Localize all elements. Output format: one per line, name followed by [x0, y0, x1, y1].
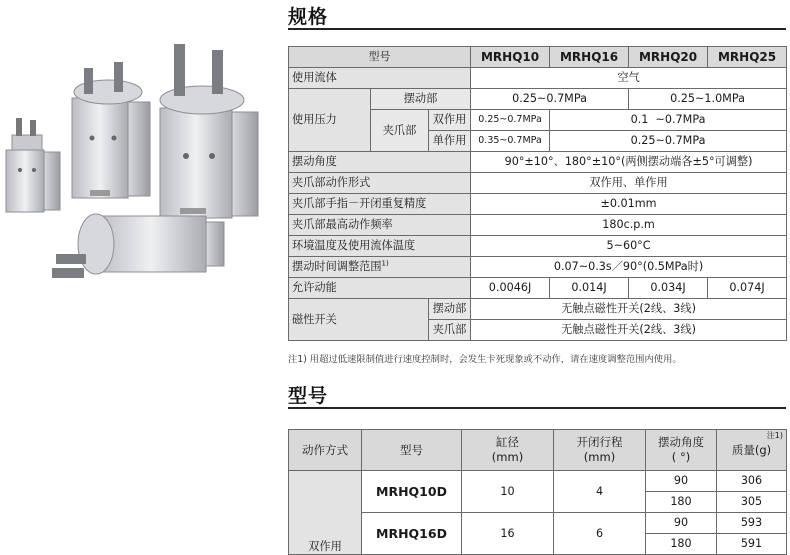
angle-mrhq10d-2: 180 [646, 492, 717, 513]
header-mass: 质量(g) [731, 442, 772, 457]
model-mrhq25: MRHQ25 [708, 47, 787, 68]
switch-swing-label: 摆动部 [429, 299, 471, 320]
spec-section-rule [288, 28, 786, 30]
action-value: 双作用、单作用 [471, 173, 787, 194]
fluid-label: 使用流体 [289, 68, 471, 89]
header-action: 动作方式 [289, 430, 362, 471]
mrhq16-unit [72, 62, 150, 198]
header-angle: 摆动角度 [658, 435, 704, 449]
pressure-swing-row [289, 89, 787, 110]
angle-label: 摆动角度 [289, 152, 471, 173]
model-header-row [289, 430, 787, 471]
energy-mrhq10: 0.0046J [471, 278, 550, 299]
model-section-rule [288, 407, 786, 409]
model-mrhq10: MRHQ10 [471, 47, 550, 68]
temp-label: 环境温度及使用流体温度 [289, 236, 471, 257]
fluid-row [289, 68, 787, 89]
pressure-swing-small: 0.25~0.7MPa [471, 89, 629, 110]
action-label: 夹爪部动作形式 [289, 173, 471, 194]
model-mrhq20: MRHQ20 [629, 47, 708, 68]
repeat-label: 夹爪部手指－开闭重复精度 [289, 194, 471, 215]
spec-footnote: 注1) 用超过低速限制值进行速度控制时，会发生卡死现象或不动作，请在速度调整范围内使用。 [288, 354, 682, 365]
angle-value: 90°±10°、180°±10°(两侧摆动端各±5°可调整) [471, 152, 787, 173]
stroke-mrhq16d: 6 [554, 513, 646, 555]
double-others-value: 0.1 ~0.7MPa [550, 110, 787, 131]
single-mrhq10-value: 0.35~0.7MPa [471, 131, 550, 152]
header-stroke: 开闭行程 [576, 435, 623, 449]
repeat-row [289, 194, 787, 215]
mass-mrhq16d-1: 593 [717, 513, 787, 534]
pressure-gripper-label: 夹爪部 [371, 110, 429, 152]
single-acting-label: 单作用 [429, 131, 471, 152]
double-acting-label: 双作用 [429, 110, 471, 131]
energy-row [289, 278, 787, 299]
switch-gripper-label: 夹爪部 [429, 320, 471, 341]
bore-mrhq10d: 10 [462, 471, 554, 513]
mrhq-lying-unit [52, 214, 224, 278]
temp-value: 5~60°C [471, 236, 787, 257]
angle-mrhq10d-1: 90 [646, 471, 717, 492]
model-name-mrhq10d: MRHQ10D [362, 471, 462, 513]
action-type-cell: 双作用 [289, 471, 362, 555]
spec-table [288, 46, 787, 341]
switch-gripper-value: 无触点磁性开关(2线、3线) [471, 320, 787, 341]
temp-row [289, 236, 787, 257]
mass-mrhq16d-2: 591 [717, 534, 787, 555]
energy-mrhq20: 0.034J [629, 278, 708, 299]
repeat-value: ±0.01mm [471, 194, 787, 215]
swing-time-label: 摆动时间调整范围 [292, 260, 382, 273]
angle-mrhq16d-1: 90 [646, 513, 717, 534]
model-table [288, 429, 787, 555]
bore-mrhq16d: 16 [462, 513, 554, 555]
header-mass-note: 注1) [766, 431, 783, 440]
header-bore-unit: (mm) [491, 450, 524, 464]
mass-mrhq10d-1: 306 [717, 471, 787, 492]
swing-time-note-mark: 1) [381, 259, 389, 268]
angle-mrhq16d-2: 180 [646, 534, 717, 555]
spec-section-title: 规格 [288, 6, 329, 28]
fluid-value: 空气 [471, 68, 787, 89]
energy-mrhq16: 0.014J [550, 278, 629, 299]
switch-label: 磁性开关 [289, 299, 429, 341]
header-angle-unit: ( °) [671, 450, 691, 464]
model-label: 型号 [289, 47, 471, 68]
header-model: 型号 [362, 430, 462, 471]
mass-mrhq10d-2: 305 [717, 492, 787, 513]
stroke-mrhq10d: 4 [554, 471, 646, 513]
header-stroke-unit: (mm) [583, 450, 616, 464]
switch-swing-value: 无触点磁性开关(2线、3线) [471, 299, 787, 320]
double-mrhq10-value: 0.25~0.7MPa [471, 110, 550, 131]
mrhq10-unit [6, 118, 60, 212]
spec-header-row [289, 47, 787, 68]
energy-label: 允许动能 [289, 278, 471, 299]
model-section-title: 型号 [288, 385, 329, 407]
mrhq25-unit [160, 44, 258, 218]
action-row [289, 173, 787, 194]
pressure-swing-large: 0.25~1.0MPa [629, 89, 787, 110]
switch-swing-row [289, 299, 787, 320]
header-bore: 缸径 [496, 435, 519, 449]
model-mrhq16: MRHQ16 [550, 47, 629, 68]
angle-row [289, 152, 787, 173]
freq-row [289, 215, 787, 236]
pressure-swing-label: 摆动部 [371, 89, 471, 110]
freq-label: 夹爪部最高动作频率 [289, 215, 471, 236]
freq-value: 180c.p.m [471, 215, 787, 236]
table-row [289, 513, 787, 534]
table-row [289, 471, 787, 492]
single-others-value: 0.25~0.7MPa [550, 131, 787, 152]
product-photo [0, 40, 282, 300]
swing-time-value: 0.07~0.3s／90°(0.5MPa时) [471, 257, 787, 278]
pressure-label: 使用压力 [289, 89, 371, 152]
energy-mrhq25: 0.074J [708, 278, 787, 299]
swing-time-row [289, 257, 787, 278]
model-name-mrhq16d: MRHQ16D [362, 513, 462, 555]
